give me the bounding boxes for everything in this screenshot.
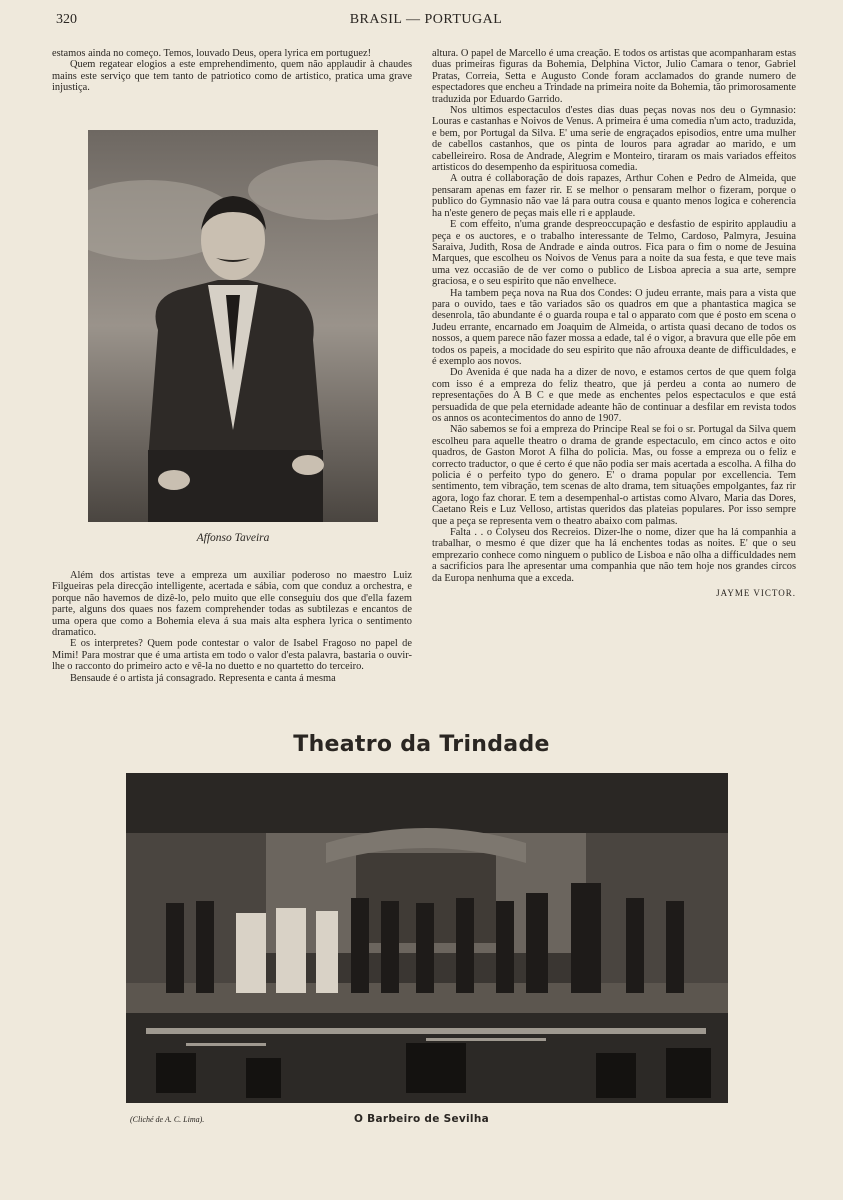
page-number: 320 (56, 12, 77, 27)
section-heading: Theatro da Trindade (293, 732, 550, 757)
photo-caption: O Barbeiro de Sevilha (353, 1113, 489, 1125)
paragraph: A outra é collaboração de dois rapazes, Arthur Cohen e Pedro de Almeida, que pensaram apenas em fazer rir. E se melhor o pensaram melhor o fizeram, porque o publico do Gymnasio não vae lá para outra cousa e quanto menos logica e coherencia ha n'este genero de peças mais elle ri e applaude. (432, 173, 796, 219)
stage-photo (126, 773, 728, 1103)
left-column-bottom (52, 570, 412, 684)
paragraph: Falta . . o Colyseu dos Recreios. Dizer-lhe o nome, dizer que ha lá companhia a trabalhar, o mesmo é que dizer que ha lá enchentes todas as noites. E' que o seu emprezario conhece como ninguem o publico de Lisboa e não olha a difficuldades nem a sacrificios para lhe apresentar uma companhia que não tem hoje nos grandes circos da Europa nenhuma que a exceda. (432, 527, 796, 584)
photo-credit: (Cliché de A. C. Lima). (130, 1115, 205, 1124)
right-column (432, 48, 796, 598)
paragraph: Quem regatear elogios a este emprehendimento, quem não applaudir à chaudes mains este serviço que tem tanto de patriotico como de artistico, pratica uma grave injustiça. (52, 59, 412, 94)
paragraph: Não sabemos se foi a empreza do Principe Real se foi o sr. Portugal da Silva quem escolheu para aquelle theatro o drama de grande espectaculo, em cinco actos e oito quadros, de Gaston Morot A filha do policia. Mas, ou fosse a empreza ou o feliz e correcto traductor, o que é certo é que não podia ser mais acertada a escolha. A filha do policia é o perfeito typo do genero. E' o drama popular por excellencia. Tem sentimento, tem vibração, tem scenas de alto drama, tem situações empolgantes, faz rir agora, logo faz chorar. E tem a desempenhal-o artistas como Alvaro, Maria das Dores, Caetano Reis e Luz Velloso, artistas queridos das plateias populares. Por isso sempre que a peça se representa vem o theatro abaixo com palmas. (432, 424, 796, 527)
portrait-caption: Affonso Taveira (196, 532, 270, 544)
paragraph: Ha tambem peça nova na Rua dos Condes: O judeu errante, mais para a vista que para o ouvido, taes e tão variados são os quadros em que a phantastica magica se desenrola, tão abundante é o guarda roupa e tal o apparato com que é posto em scena o Judeu errante, encarnado em Joaquim de Almeida, o artista quasi decano de todos os nossos, a quem parece não fazer mossa a edade, tal é o vigor, a bravura que elle põe em todos os papeis, a mocidade do seu espirito que não afrouxa deante de difficuldades, e é exemplo aos novos. (432, 287, 796, 367)
stage-illustration (126, 773, 728, 1103)
page-header (56, 12, 796, 34)
paragraph: altura. O papel de Marcello é uma creação. E todos os artistas que acompanharam estas duas primeiras figuras da Bohemia, Delphina Victor, Julio Camara o tenor, Gabriel Pratas, Correia, Setta e Augusto Conde foram acclamados do grande numero de espectadores que encheu a Trindade na primeira noite da Bohemia, tão primorosamente traduzida por Eduardo Garrido. (432, 48, 796, 105)
left-column-top (52, 48, 412, 94)
running-title: BRASIL — PORTUGAL (349, 12, 503, 27)
portrait-illustration (88, 130, 378, 522)
author-signature: JAYME VICTOR. (716, 588, 796, 599)
paragraph: Além dos artistas teve a empreza um auxiliar poderoso no maestro Luiz Filgueiras pela direcção intelligente, acertada e sábia, com que conduz a orchestra, e porque não havemos de dizê-lo, pelo muito que elle conseguiu dos que d'ella fazem parte, alguns dos quaes nos fazem comprehender todas as subtilezas e encantos de uma opera que como a Bohemia eleva á sua mais alta esphera lyrica o sentimento dramatico. (52, 570, 412, 639)
paragraph: E com effeito, n'uma grande despreoccupação e desfastio de espirito applaudiu a peça e os auctores, e o trabalho interessante de Telmo, Cardoso, Palmyra, Jesuina Saraiva, Judith, Rosa de Andrade e ainda outros. Fica para o fim o nome de Jesuina Marques, que escolheu os Noivos de Venus para a noite da sua festa, e que teve mais uma vez occasião de de ver como o publico de Lisboa aprecia a sua arte, sempre graciosa, e o seu espirito que não envelhece. (432, 219, 796, 288)
paragraph: estamos ainda no começo. Temos, louvado Deus, opera lyrica em portuguez! (52, 48, 372, 59)
paragraph: Do Avenida é que nada ha a dizer de novo, e estamos certos de que quem folga com isso é a empreza do feliz theatro, que já perdeu a conta ao numero de representações do A B C e que mede as enchentes pelos espectaculos e que está persuadida de que pela eternidade adeante hão de continuar a desfilar em revista todos os annos os acontecimentos do anno de 1907. (432, 367, 796, 424)
paragraph: Bensaude é o artista já consagrado. Representa e canta á mesma (70, 672, 336, 684)
paragraph: Nos ultimos espectaculos d'estes dias duas peças novas nos deu o Gymnasio: Louras e castanhas e Noivos de Venus. A primeira é uma comedia n'um acto, traduzida, e bem, por Portugal da Silva. E' uma serie de engraçados episodios, entre uma mulher de cabellos castanhos, que os pinta de louros para agradar ao marido, e um cabelleireiro. Rosa de Andrade, Alegrim e Monteiro, tiraram os mais variados effeitos artisticos do desempenho da espirituosa comedia. (432, 105, 796, 174)
portrait-photo (88, 130, 378, 522)
paragraph: E os interpretes? Quem pode contestar o valor de Isabel Fragoso no papel de Mimi! Para mostrar que é uma artista em todo o valor d'esta palavra, bastaria o ouvir-lhe o racconto do primeiro acto e vê-la no duetto e no quartetto do terceiro. (52, 638, 412, 673)
